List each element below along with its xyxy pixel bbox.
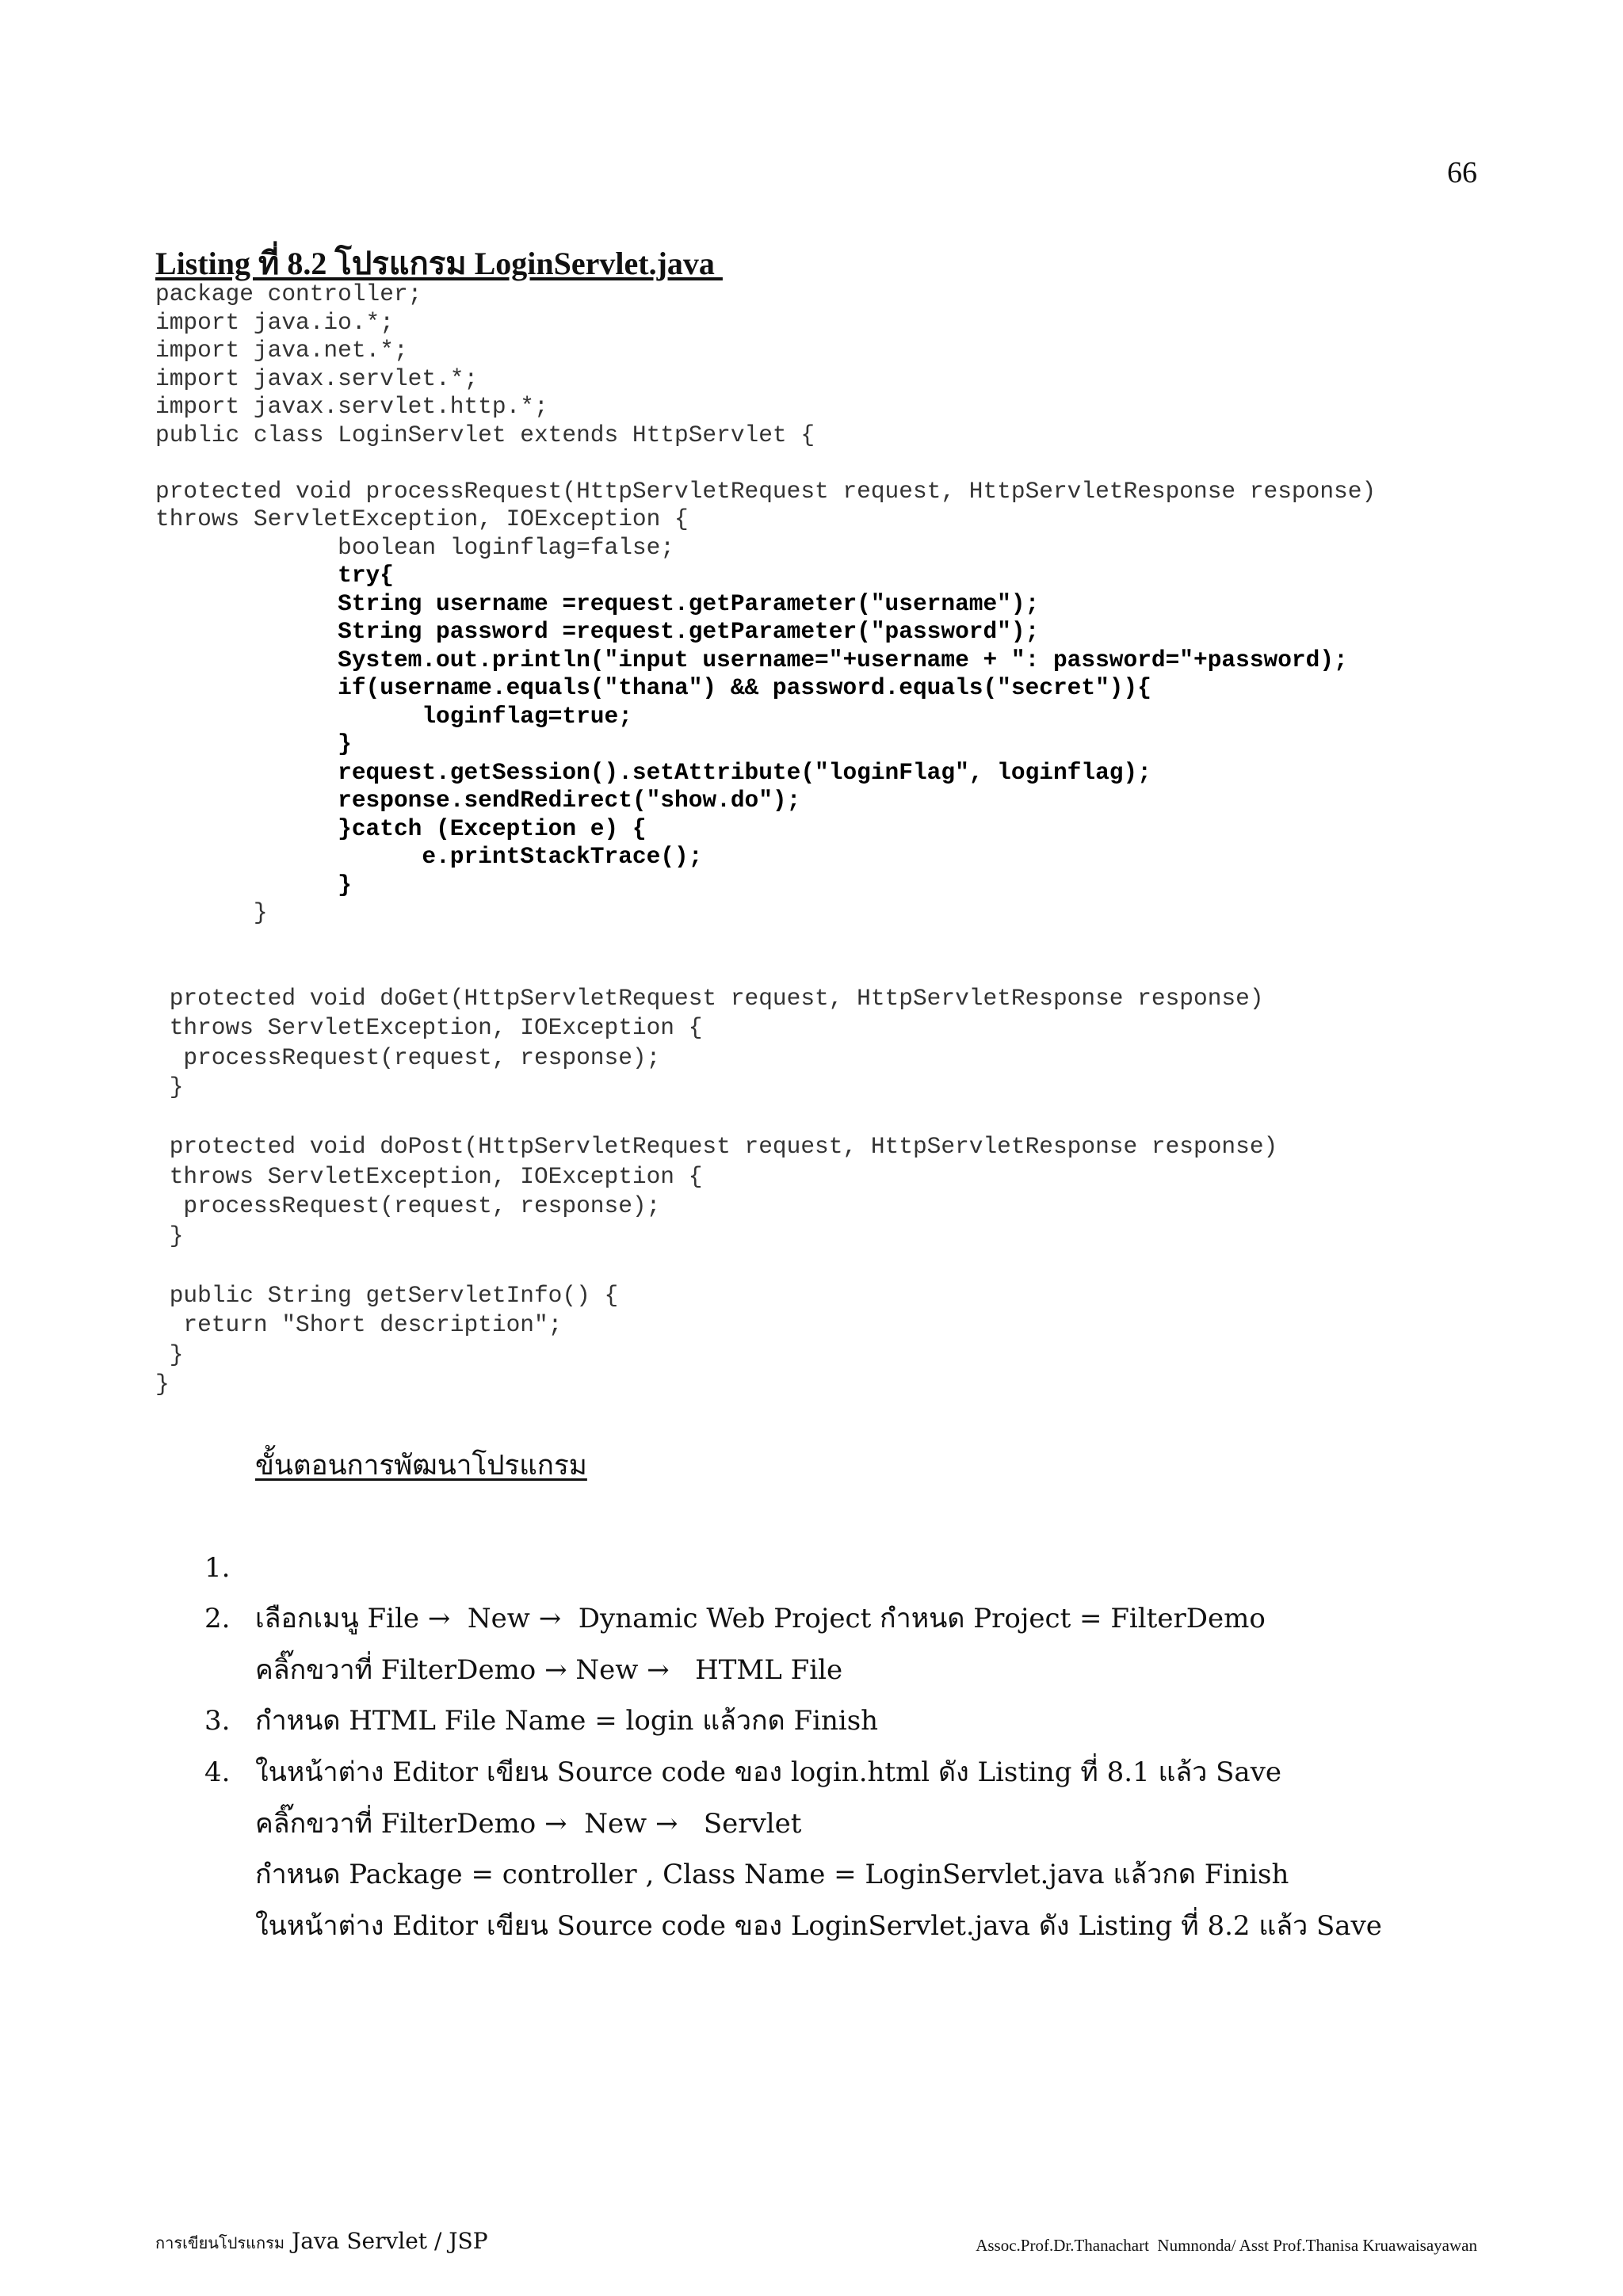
code-line: throws ServletException, IOException { (155, 505, 689, 532)
code-line: } (155, 899, 268, 926)
code-line: protected void doGet(HttpServletRequest request, HttpServletResponse response) (155, 984, 1264, 1012)
code-line: } (155, 730, 352, 757)
step-number: 3. (204, 1705, 231, 1737)
code-line: return "Short description"; (155, 1311, 563, 1338)
code-line (155, 449, 1376, 478)
code-line: package controller; (155, 280, 422, 307)
code-line: } (155, 1341, 184, 1368)
footer-authors: Assoc.Prof.Dr.Thanachart Numnonda/ Asst Prof.Thanisa Kruawaisayawan (976, 2236, 1477, 2255)
code-block-methods (155, 954, 1277, 1400)
code-line: loginflag=true; (155, 702, 632, 730)
step-text: ในหน้าต่าง Editor เขียน Source code ของ login.html ดัง Listing ที่ 8.1 แล้ว Save (255, 1756, 1282, 1788)
footer-thai-label: การเขียนโปรแกรม (155, 2233, 285, 2252)
code-line: protected void processRequest(HttpServletRequest request, HttpServletResponse response) (155, 477, 1377, 505)
listing-title: Listing ที่ 8.2 โปรแกรม LoginServlet.java (155, 246, 723, 281)
code-line: import java.net.*; (155, 337, 408, 364)
code-line: boolean loginflag=false; (155, 533, 675, 561)
code-line: throws ServletException, IOException { (155, 1162, 703, 1190)
code-line: } (155, 871, 352, 898)
code-line: public class LoginServlet extends HttpServlet { (155, 421, 815, 448)
code-line: request.getSession().setAttribute("loginFlag", loginflag); (155, 758, 1151, 786)
code-line: }catch (Exception e) { (155, 814, 647, 842)
code-line: String username =request.getParameter("username"); (155, 589, 1040, 617)
code-line: processRequest(request, response); (155, 1192, 661, 1219)
code-line: import javax.servlet.*; (155, 364, 479, 392)
code-line: response.sendRedirect("show.do"); (155, 787, 801, 814)
code-line: e.printStackTrace(); (155, 843, 703, 870)
footer-course-title (155, 2228, 488, 2256)
code-line (155, 1251, 1277, 1281)
code-line: try{ (155, 562, 394, 589)
code-line: } (155, 1371, 170, 1398)
footer-title: Java Servlet / JSP (285, 2228, 488, 2254)
code-line: protected void doPost(HttpServletRequest request, HttpServletResponse response) (155, 1133, 1278, 1160)
step-text: ในหน้าต่าง Editor เขียน Source code ของ LoginServlet.java ดัง Listing ที่ 8.2 แล้ว Save (255, 1909, 1382, 1942)
step-text: เลือกเมนู File → New → Dynamic Web Project กำหนด Project = FilterDemo (255, 1603, 1266, 1635)
step-number: 2. (204, 1603, 231, 1635)
steps-heading: ขั้นตอนการพัฒนาโปรแกรม (255, 1450, 587, 1482)
code-line: } (155, 1222, 184, 1249)
code-block-main (155, 280, 1376, 928)
code-line: String password =request.getParameter("password"); (155, 618, 1040, 645)
code-line (155, 1103, 1277, 1133)
steps-list (204, 1491, 1382, 1942)
step-text: กำหนด Package = controller , Class Name = LoginServlet.java แล้วกด Finish (255, 1859, 1289, 1891)
step-item (204, 1491, 1266, 1635)
code-line: if(username.equals("thana") && password.equals("secret")){ (155, 674, 1151, 701)
code-line: import java.io.*; (155, 308, 394, 336)
step-text: คลิ๊กขวาที่ FilterDemo → New → Servlet (255, 1807, 802, 1840)
code-line: System.out.println("input username="+username + ": password="+password); (155, 646, 1348, 673)
code-line: throws ServletException, IOException { (155, 1014, 703, 1041)
code-line (155, 954, 1277, 984)
code-line: } (155, 1074, 184, 1100)
step-number: 1. (204, 1551, 231, 1584)
page-number: 66 (1447, 156, 1477, 189)
step-text: คลิ๊กขวาที่ FilterDemo → New → HTML File (255, 1653, 843, 1686)
code-line: import javax.servlet.http.*; (155, 393, 548, 420)
code-line: processRequest(request, response); (155, 1043, 661, 1071)
code-line: public String getServletInfo() { (155, 1281, 619, 1309)
step-number: 4. (204, 1756, 231, 1788)
step-text: กำหนด HTML File Name = login แล้วกด Finish (255, 1705, 879, 1737)
